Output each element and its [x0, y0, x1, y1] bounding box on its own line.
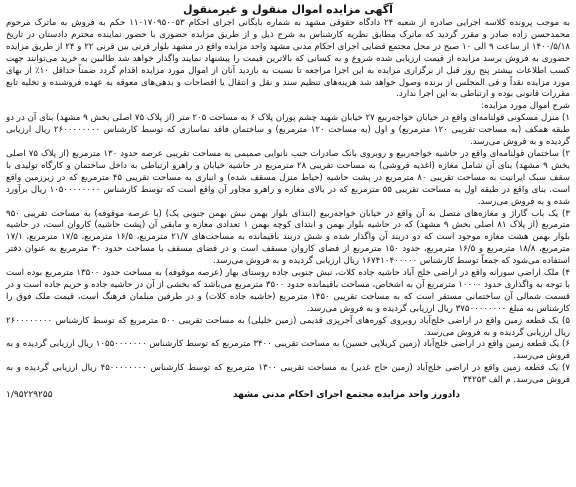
property-item-5: ۵) یک قطعه زمین واقع در اراضی خلج‌آباد روبروی کوره‌های آجرپزی قدیمی (زمین خلیلی) به مساحت تقریبی ۵۰۰ مترمربع که توسط کارشناس ۲۶۰۰۰۰۰۰۰۰ ریال ارزیابی گردیده و به فروش می‌رسد. — [6, 315, 570, 338]
notice-body — [6, 18, 570, 387]
property-item-1: ۱) منزل مسکونی قولنامه‌ای واقع در خیابان خواجه‌ربیع ۲۷ خیابان شهید چشم پوران پلاک ۶ به مساحت ۲۰۵ متر (از پلاک ۷۵ اصلی بخش ۹ مشهد) بنای آن در دو طبقه همکف (به مساحت تقریبی ۱۲۰ مترمربع) و اول (به مساحت ۱۲۰ مترمربع) و ساختمان فاقد نماسازی که توسط کارشناس ۲۶۰۰۰۰۰۰۰۰ ریال ارزیابی گردیده و به فروش می‌رسد. — [6, 113, 570, 148]
property-item-6: ۶) یک قطعه زمین واقع در اراضی خلج‌آباد (زمین کربلایی حسین) به مساحت تقریبی ۳۴۰۰ مترمربع که توسط کارشناس ۱۰۵۵۰۰۰۰۰۰۰ ریال ارزیابی گردیده و به فروش می‌رسد. — [6, 339, 571, 362]
property-item-7: ۷) یک قطعه زمین واقع در اراضی خلج‌آباد (زمین حاج غدیر) به مساحت تقریبی ۱۳۰۰ مترمربع که توسط کارشناس ۴۵۰۰۰۰۰۰۰۰ ریال ارزیابی گردیده و به فروش می‌رسد. م الف ۳۴۲۵۳ — [6, 363, 571, 386]
notice-footer — [6, 389, 570, 401]
notice-signature: دادورز واحد مزایده مجتمع اجرای احکام مدنی مشهد — [232, 390, 460, 401]
property-heading: شرح اموال مورد مزایده: — [481, 101, 570, 112]
notice-code: ۱/۹۵۲۲۹۲۵۵ — [6, 390, 53, 401]
notice-title: آگهی مزایده اموال منقول و غیرمنقول — [183, 3, 393, 16]
notice-intro: به موجب پرونده کلاسه اجرایی صادره از شعبه ۲۴ دادگاه حقوقی مشهد به شماره بایگانی اجرای احکام ۱۱۰۱۷۰۹۵۰۰۵۳ حکم به فروش به ماترک مرحوم محمدحسن زاده صادر و مقرر گردید که ماترک مطابق نظریه کارشناس به شرح ذیل و از طریق مزایده حضوری با حضور نماینده محترم دادستان در تاریخ ۱۴۰۰/۵/۱۸ از ساعت ۹ الی ۱۰ صبح در محل مجتمع قضایی اجرای احکام مدنی مشهد واحد مزایده واقع در مشهد بلوار قرنی بین قرنی ۲۲ و ۲۴ از طریق مزایده حضوری به فروش برسد مزایده از قیمت ارزیابی شده شروع و به کسانی که بالاترین قیمت را پیشنهاد نمایند واگذار خواهد شد طالبین به خرید می‌توانند جهت کسب اطلاعات بیشتر پنج روز قبل از برگزاری مزایده به این اجرا مراجعه تا نسبت به بازدید آنان از اموال مورد مزایده اقدام گردد ضمناً حداقل ۱۰٪ از بهای مورد مزایده نقداً و فی المجلس از برنده وصول خواهد شد هزینه‌های تنظیم سند و نقل و انتقال یا افصاحات و بدهی‌های معوقه به عهده فروشنده و تخلیه تابع مقررات قانونی بوده و ارتباطی به این اجرا ندارد. — [6, 18, 570, 100]
property-item-2: ۲) ساختمان قولنامه‌ای واقع در حاشیه خواجه‌ربیع و روبروی بانک صادرات جنب نانوایی صمیمی به مساحت تقریبی عرصه حدود ۱۳۰ مترمربع (از پلاک ۷۵ اصلی بخش ۹ مشهد) بنای آن شامل مغازه (اغذیه فروشی) به مساحت تقریبی ۲۸ مترمربع در حاشیه خیابان و راهرو ارتباطی به داخل ساختمان و کارگاه تولیدی با سقف سبک ایرانیت به مساحت تقریبی ۸۰ مترمربع در پشت حاشیه (حیاط منزل مسقف شده) و انباری به مساحت تقریبی ۴۵ مترمربع که در زیرزمین واقع است. بنای واقع در طبقه اول به مساحت تقریبی ۵۵ مترمربع که در بالای مغازه و راهرو مجاور آن واقع است که توسط کارشناس ۱۰۵۰۰۰۰۰۰۰۰ ریال برآورد شده و به فروش می‌رسد. — [6, 148, 570, 207]
property-item-3: ۳) یک باب گاراژ و مغازه‌های متصل به آن واقع در خیابان خواجه‌ربیع (ابتدای بلوار بهمن نبش بهمن جنوبی یک) (با عرصه موقوفه) به مساحت تقریبی ۹۵۰ مترمربع (از پلاک ۸۱ اصلی بخش ۹ مشهد) که در حاشیه بلوار بهمن و ابتدای کوچه بهمن ۱ تعدادی مغازه و مابقی آن (پشت حاشیه) کاروان است، در حاشیه بلوار بهمن هشت مغازه موجود است که دو دربند آن واگذار شده و شش دربند باقیمانده به مساحت‌های ۲۱/۷ مترمربع، ۱۶/۵ مترمربع، ۱۷/۵ مترمربع، ۱۷/۱ مترمربع، ۱۸/۸ مترمربع و ۱۶/۵ مترمربع، حدود ۱۵۰ مترمربع از فضای کاروان مسقف است و در فضای مسقف با مساحت حدود ۳۰ مترمربع به عنوان دفتر استفاده می‌شود که جمعاً توسط کارشناس ۱۶۷۴۱۰۴۰۰۰۰۰ ریال ارزیابی گردیده و به فروش می‌رسد. — [6, 208, 570, 267]
property-item-4: ۴) ملک اراضی سورانه واقع در اراضی خلج آباد حاشیه جاده کلات، نبش جنوبی جاده روستای بهار (عرصه موقوفه) به مساحت حدود ۱۳۵۰۰ مترمربع بوده است با توجه به واگذاری حدود ۱۰۰۰۰ مترمربع آن به اشخاص، مساحت باقیمانده حدود ۳۵۰۰ مترمربع می‌باشد که بخشی از آن در حاشیه جاده و حریم جاده است و در قسمت شمالی آن ساختمانی مستقر است که به مساحت تقریبی ۱۴۵۰ مترمربع (حاشیه جاده کلات) و در طرفین مبلمان فرهنگ است، قیمت ملک فوق را کارشناس به مبلغ ۳۷۵۰۰۰۰۰۰۰۰ ریال ارزیابی گردیده و به فروش می‌رسد. — [6, 268, 571, 314]
